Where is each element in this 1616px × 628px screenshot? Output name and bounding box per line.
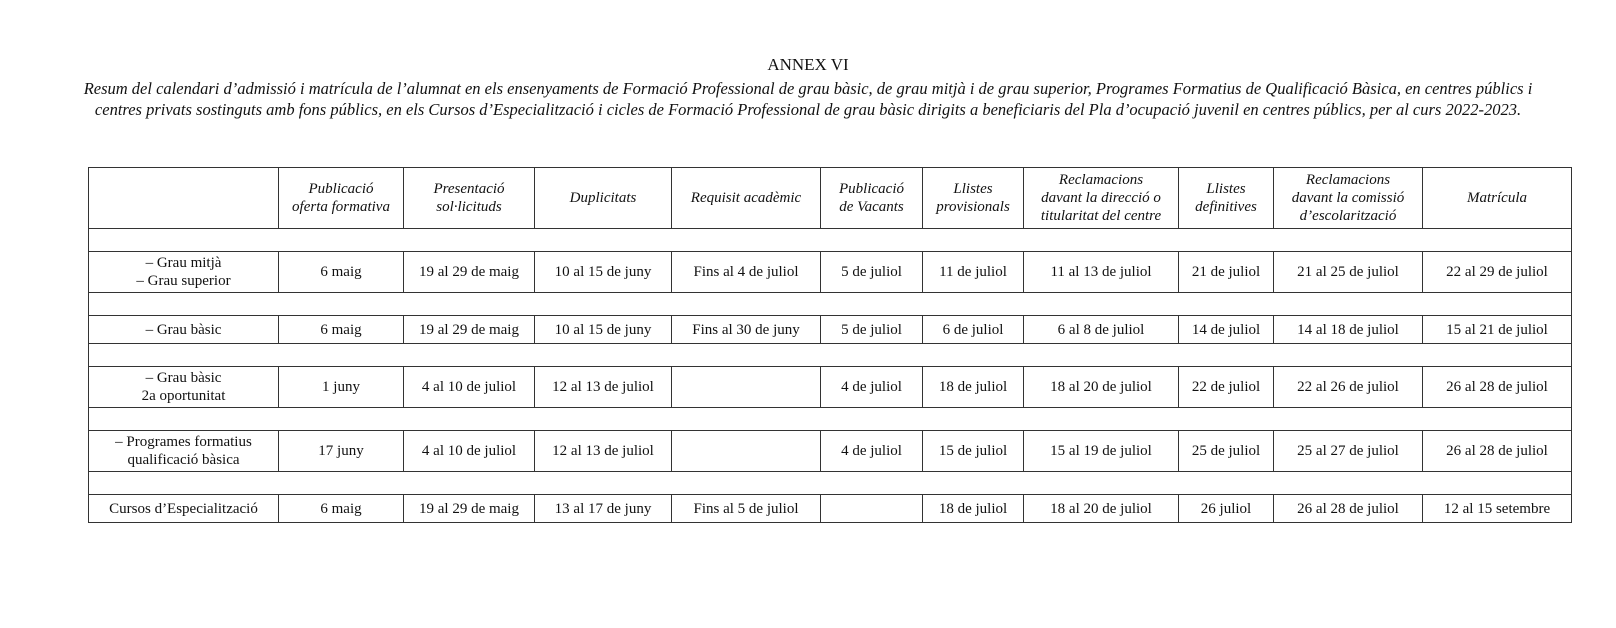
table-cell: 1 juny	[279, 367, 404, 408]
table-cell: 13 al 17 de juny	[535, 495, 672, 523]
table-cell: 22 de juliol	[1179, 367, 1274, 408]
table-cell: 25 al 27 de juliol	[1274, 431, 1423, 472]
row-label: – Programes formatius qualificació bàsica	[89, 431, 279, 472]
table-cell: 26 juliol	[1179, 495, 1274, 523]
table-cell: 4 de juliol	[821, 367, 923, 408]
header-matricula: Matrícula	[1423, 168, 1572, 229]
table-cell: 19 al 29 de maig	[404, 495, 535, 523]
table-cell: 5 de juliol	[821, 316, 923, 344]
table-cell: 26 al 28 de juliol	[1423, 431, 1572, 472]
header-empty-cell	[89, 168, 279, 229]
spacer-row	[89, 293, 1572, 316]
table-cell: 10 al 15 de juny	[535, 252, 672, 293]
row-label: – Grau bàsic	[89, 316, 279, 344]
spacer-row	[89, 229, 1572, 252]
table-cell: 15 al 21 de juliol	[1423, 316, 1572, 344]
header-duplicitats: Duplicitats	[535, 168, 672, 229]
spacer-row	[89, 472, 1572, 495]
table-cell: 6 maig	[279, 316, 404, 344]
table-cell: 26 al 28 de juliol	[1423, 367, 1572, 408]
table-cell: 6 maig	[279, 252, 404, 293]
header-publicacio-vacants: Publicació de Vacants	[821, 168, 923, 229]
header-reclamacions-comissio: Reclamacions davant la comissió d’escolarització	[1274, 168, 1423, 229]
table-cell: 12 al 15 setembre	[1423, 495, 1572, 523]
table-cell: 18 de juliol	[923, 495, 1024, 523]
row-label: – Grau mitjà – Grau superior	[89, 252, 279, 293]
header-requisit-academic: Requisit acadèmic	[672, 168, 821, 229]
header-presentacio-sollicituds: Presentació sol·licituds	[404, 168, 535, 229]
spacer-row	[89, 408, 1572, 431]
table-row	[89, 316, 1572, 344]
table-cell	[672, 431, 821, 472]
spacer-row	[89, 344, 1572, 367]
table-row	[89, 252, 1572, 293]
table-cell: 19 al 29 de maig	[404, 316, 535, 344]
table-cell: 19 al 29 de maig	[404, 252, 535, 293]
table-cell: 21 de juliol	[1179, 252, 1274, 293]
header-llistes-provisionals: Llistes provisionals	[923, 168, 1024, 229]
header-llistes-definitives: Llistes definitives	[1179, 168, 1274, 229]
table-cell: 6 al 8 de juliol	[1024, 316, 1179, 344]
table-cell: 5 de juliol	[821, 252, 923, 293]
header-publicacio-oferta: Publicació oferta formativa	[279, 168, 404, 229]
table-cell: 15 de juliol	[923, 431, 1024, 472]
table-cell: Fins al 5 de juliol	[672, 495, 821, 523]
table-row	[89, 495, 1572, 523]
table-cell: 26 al 28 de juliol	[1274, 495, 1423, 523]
table-cell: Fins al 30 de juny	[672, 316, 821, 344]
table-cell: 6 de juliol	[923, 316, 1024, 344]
annex-subtitle: Resum del calendari d’admissió i matrícula de l’alumnat en els ensenyaments de Formació Professional de grau bàsic, de grau mitjà i de grau superior, Programes Formatius de Qualificació Bàsica, en centres públics i centres privats sostinguts amb fons públics, en els Cursos d’Especialització i cicles de Formació Professional de grau bàsic dirigits a beneficiaris del Pla d’ocupació juvenil en centres públics, per al curs 2022-2023.	[83, 79, 1533, 119]
table-cell: 22 al 26 de juliol	[1274, 367, 1423, 408]
table-cell: 18 de juliol	[923, 367, 1024, 408]
table-cell: 4 de juliol	[821, 431, 923, 472]
calendar-table	[88, 167, 1572, 523]
row-label: – Grau bàsic 2a oportunitat	[89, 367, 279, 408]
table-row	[89, 431, 1572, 472]
annex-title: ANNEX VI	[767, 55, 849, 74]
table-cell: 11 de juliol	[923, 252, 1024, 293]
table-cell: 4 al 10 de juliol	[404, 431, 535, 472]
table-cell: 18 al 20 de juliol	[1024, 367, 1179, 408]
table-cell: 14 de juliol	[1179, 316, 1274, 344]
header-row	[89, 168, 1572, 229]
table-cell: 15 al 19 de juliol	[1024, 431, 1179, 472]
table-cell: 10 al 15 de juny	[535, 316, 672, 344]
header-reclamacions-direccio: Reclamacions davant la direcció o titularitat del centre	[1024, 168, 1179, 229]
table-cell: 12 al 13 de juliol	[535, 367, 672, 408]
table-cell	[821, 495, 923, 523]
table-cell: 11 al 13 de juliol	[1024, 252, 1179, 293]
row-label: Cursos d’Especialització	[89, 495, 279, 523]
table-cell: 25 de juliol	[1179, 431, 1274, 472]
table-cell: 17 juny	[279, 431, 404, 472]
table-row	[89, 367, 1572, 408]
table-cell	[672, 367, 821, 408]
table-cell: 6 maig	[279, 495, 404, 523]
table-cell: 22 al 29 de juliol	[1423, 252, 1572, 293]
table-cell: 4 al 10 de juliol	[404, 367, 535, 408]
table-cell: 21 al 25 de juliol	[1274, 252, 1423, 293]
table-cell: 18 al 20 de juliol	[1024, 495, 1179, 523]
table-cell: 14 al 18 de juliol	[1274, 316, 1423, 344]
table-cell: Fins al 4 de juliol	[672, 252, 821, 293]
table-cell: 12 al 13 de juliol	[535, 431, 672, 472]
